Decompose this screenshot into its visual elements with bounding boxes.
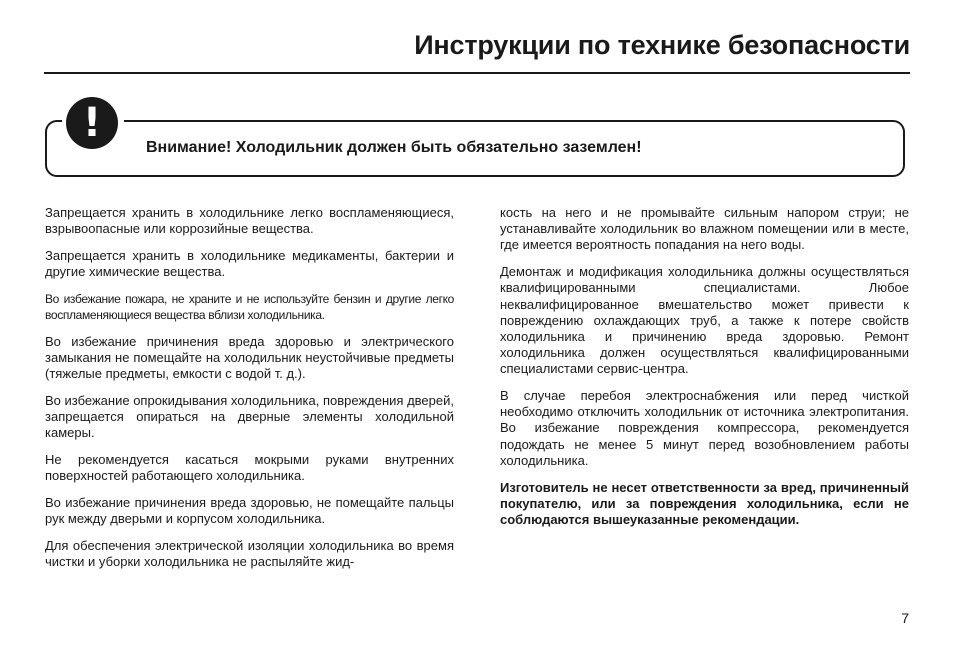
safety-paragraph: кость на него и не промывайте сильным напором струи; не устанавливайте холодильник во влажном помещении или в месте, где имеется вероятность попадания на него воды. bbox=[500, 205, 909, 253]
right-column bbox=[500, 205, 909, 539]
page-title: Инструкции по технике безопасности bbox=[414, 30, 910, 60]
liability-disclaimer: Изготовитель не несет ответственности за вред, причиненный покупателю, или за повреждения холодильника, если не соблюдаются вышеуказанные рекомендации. bbox=[500, 479, 909, 527]
safety-paragraph: Во избежание опрокидывания холодильника, повреждения дверей, запрещается опираться на дверные элементы холодильной камеры. bbox=[45, 392, 454, 441]
safety-paragraph: Во избежание причинения вреда здоровью, не помещайте пальцы рук между дверьми и корпусом холодильника. bbox=[45, 494, 454, 527]
warning-text: Внимание! Холодильник должен быть обязательно заземлен! bbox=[146, 139, 642, 156]
left-column bbox=[45, 205, 454, 581]
safety-paragraph: Запрещается хранить в холодильнике медикаменты, бактерии и другие химические вещества. bbox=[45, 247, 454, 280]
safety-paragraph: Демонтаж и модификация холодильника должны осуществляться квалифицированными специалистами. Любое неквалифицированное вмешательство может привести к повреждению охлаждающих труб, а также к потере свойств холодильника и причинению вреда здоровью. Ремонт холодильника должен осуществляться квалифицированными специалистами сервис-центра. bbox=[500, 264, 909, 377]
page-number: 7 bbox=[901, 610, 909, 626]
safety-paragraph: Для обеспечения электрической изоляции холодильника во время чистки и уборки холодильника не распыляйте жид- bbox=[45, 537, 454, 569]
exclamation-icon: ! bbox=[66, 97, 118, 149]
safety-paragraph: Не рекомендуется касаться мокрыми руками внутренних поверхностей работающего холодильника. bbox=[45, 451, 454, 484]
warning-icon-wrap bbox=[62, 95, 124, 151]
safety-paragraph: Во избежание пожара, не храните и не используйте бензин и другие легко воспламеняющиеся вещества вблизи холодильника. bbox=[45, 291, 454, 323]
safety-paragraph: В случае перебоя электроснабжения или перед чисткой необходимо отключить холодильник от источника электропитания. Во избежание повреждения компрессора, рекомендуется подождать не менее 5 минут перед возобновлением работы холодильника. bbox=[500, 388, 909, 468]
title-divider bbox=[44, 72, 910, 74]
safety-paragraph: Запрещается хранить в холодильнике легко воспламеняющиеся, взрывоопасные или коррозийные вещества. bbox=[45, 205, 454, 237]
safety-paragraph: Во избежание причинения вреда здоровью и электрического замыкания не помещайте на холодильник неустойчивые предметы (тяжелые предметы, емкости с водой т. д.). bbox=[45, 333, 454, 382]
